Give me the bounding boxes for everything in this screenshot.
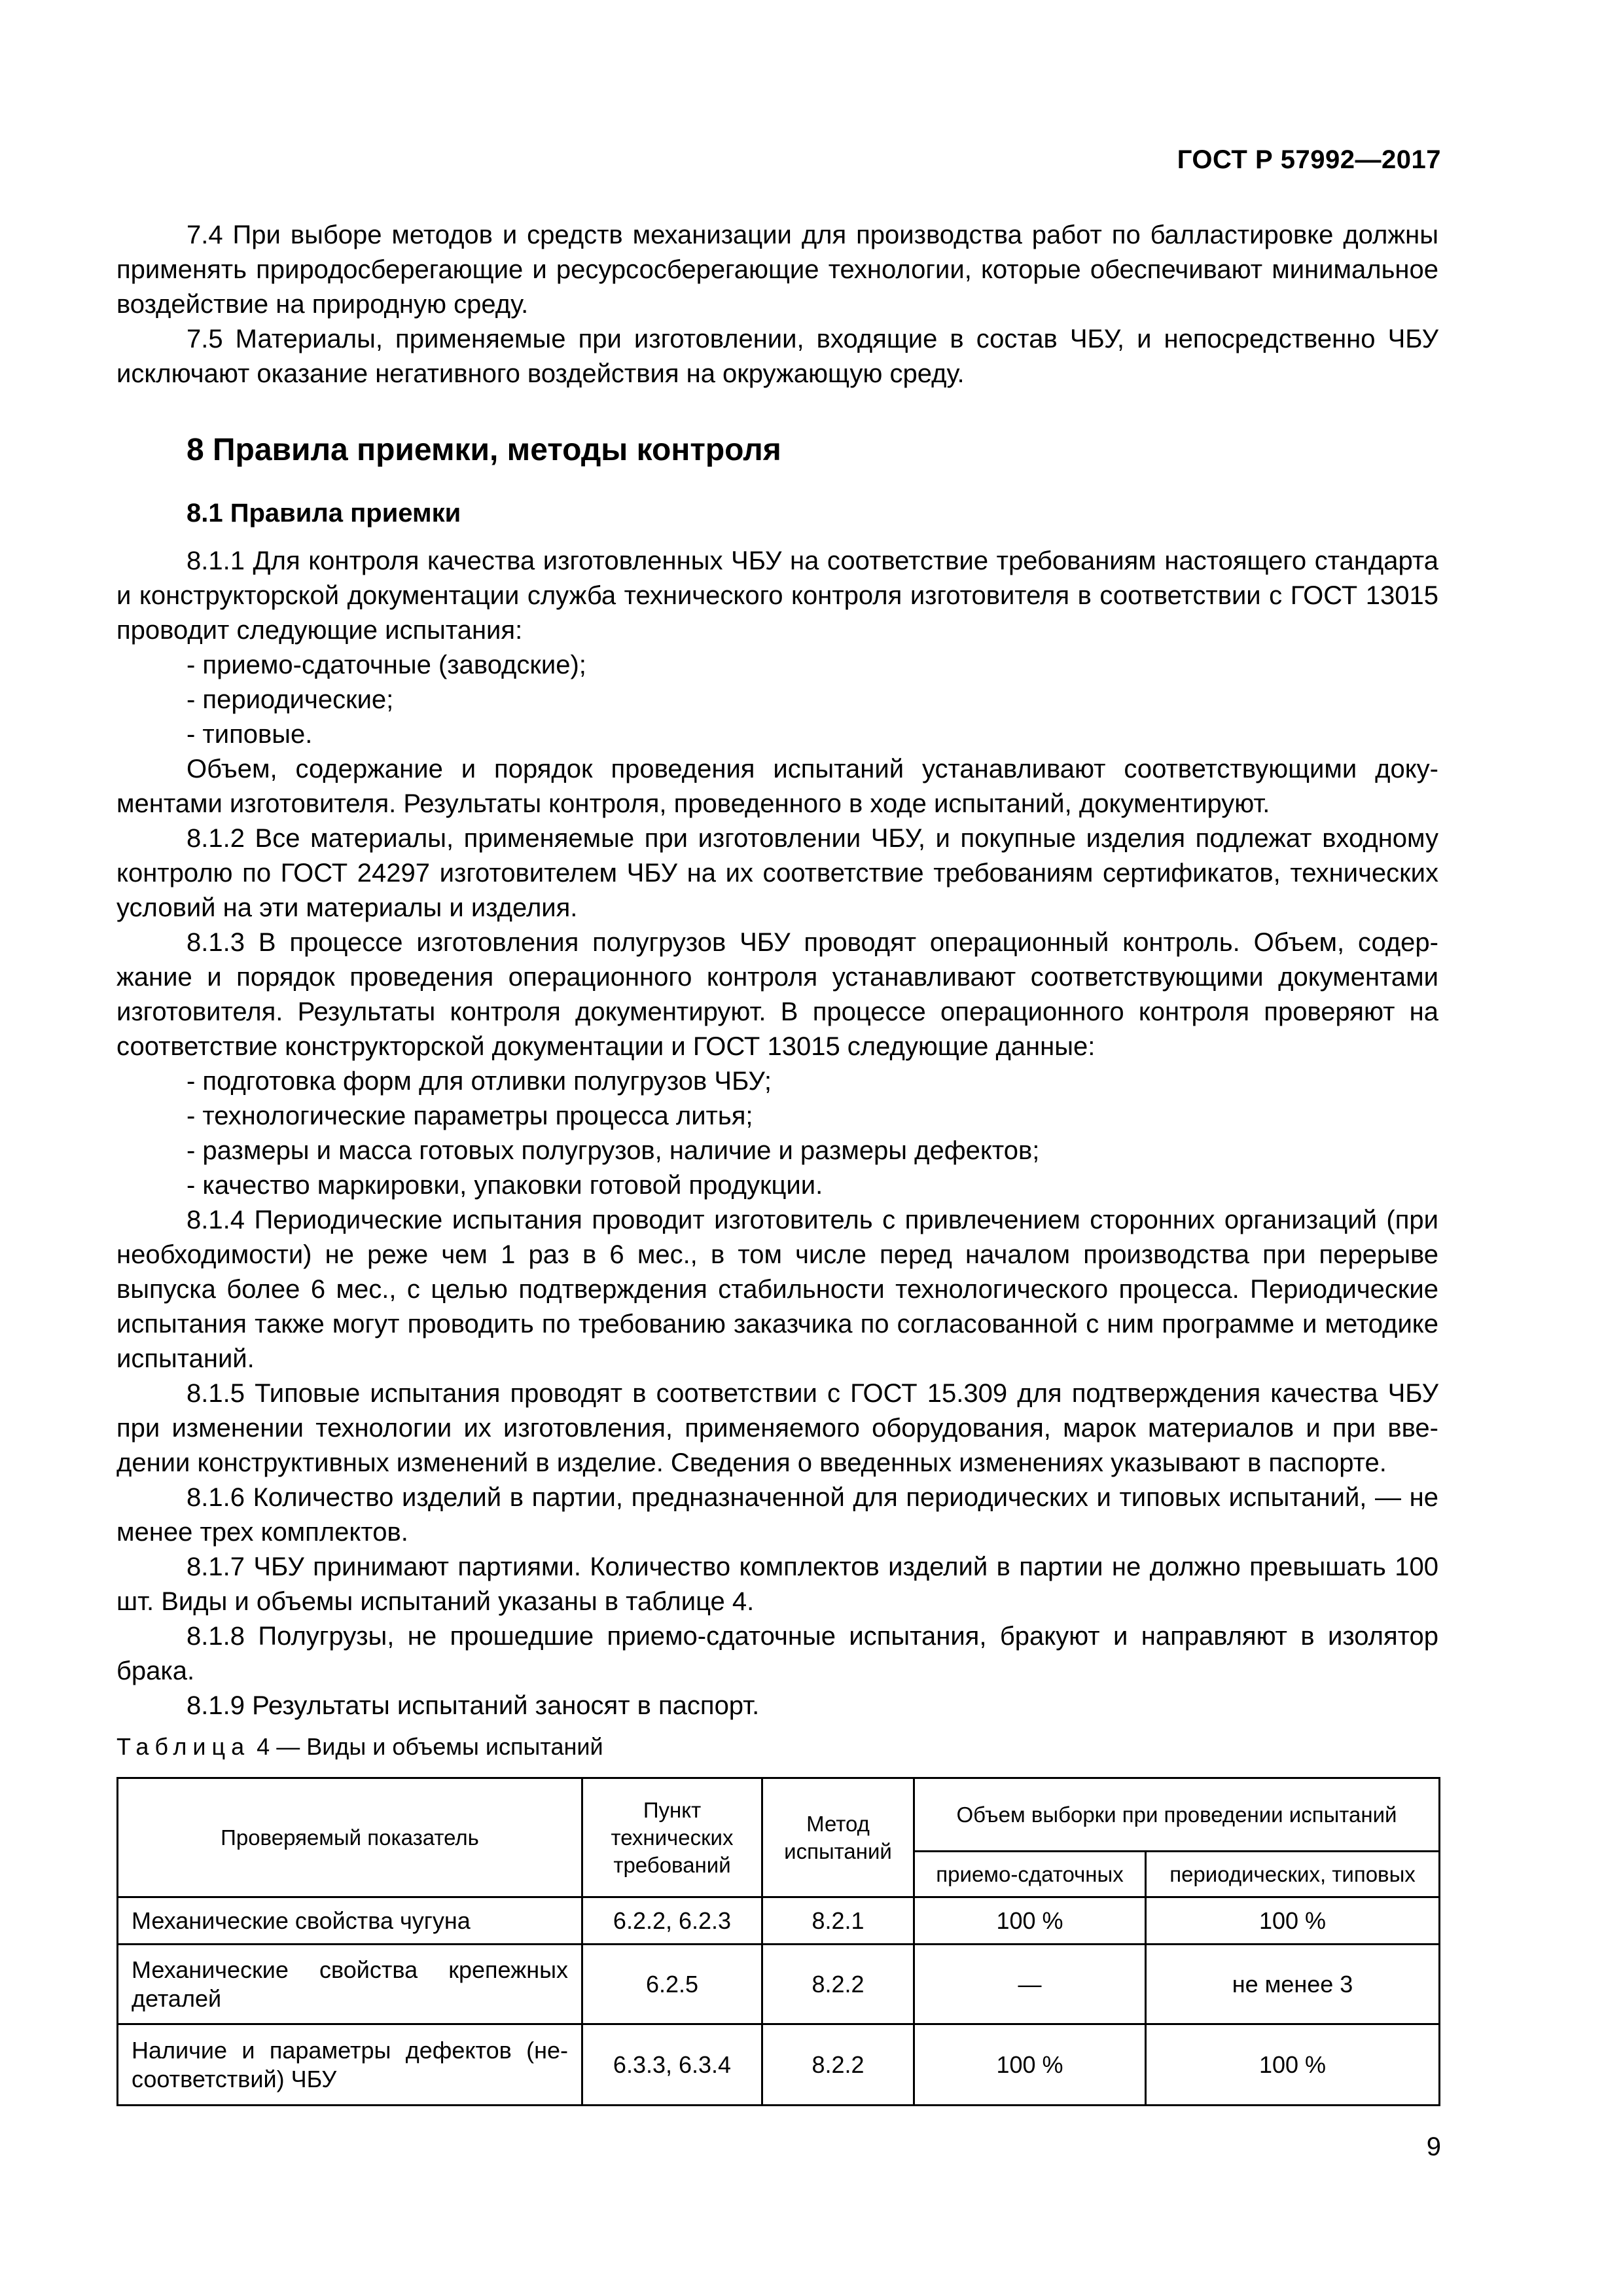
paragraph-8-1-8: 8.1.8 Полугрузы, не прошедшие приемо-сдаточные испытания, бракуют и направляют в изолятор брака. bbox=[116, 1622, 1438, 1685]
paragraph-8-1-2: 8.1.2 Все материалы, применяемые при изготовлении ЧБУ, и покупные изделия подлежат входному контролю по ГОСТ 24297 изготовителем ЧБУ на их соответствие требованиям сертификатов, технических условий на эти материалы и изделия. bbox=[116, 824, 1438, 922]
header-method: Метод испытаний bbox=[762, 1778, 914, 1897]
cell-periodic: 100 % bbox=[1146, 2024, 1440, 2106]
list-item: - технологические параметры процесса литья; bbox=[187, 1102, 753, 1130]
section-8-1-heading: 8.1 Правила приемки bbox=[187, 499, 461, 528]
section-8-heading: 8 Правила приемки, методы контроля bbox=[187, 433, 781, 467]
cell-clause: 6.2.5 bbox=[582, 1945, 762, 2024]
table-row bbox=[118, 1945, 1440, 2024]
table-caption bbox=[116, 1732, 1438, 1761]
paragraph-8-1-5: 8.1.5 Типовые испытания проводят в соответствии с ГОСТ 15.309 для подтверждения качества ЧБУ при изменении технологии их изготовления, применяемого оборудования, марок материалов и при введении конструктивных изменений в изделие. Сведения о введенных изменениях указывают в паспорте. bbox=[116, 1379, 1438, 1477]
list-item: - подготовка форм для отливки полугрузов ЧБУ; bbox=[187, 1067, 772, 1096]
list-item: - размеры и масса готовых полугрузов, наличие и размеры дефектов; bbox=[187, 1136, 1040, 1165]
cell-clause: 6.3.3, 6.3.4 bbox=[582, 2024, 762, 2106]
header-periodic: периодических, типовых bbox=[1146, 1852, 1440, 1897]
paragraph-7-5: 7.5 Материалы, применяемые при изготовлении, входящие в состав ЧБУ, и непосредственно ЧБУ исключают оказание негативного воздействия на окружающую среду. bbox=[116, 325, 1438, 388]
cell-indicator: Наличие и параметры дефектов (несоответствий) ЧБУ bbox=[118, 2024, 582, 2106]
header-sample-size: Объем выборки при проведении испытаний bbox=[914, 1778, 1440, 1852]
paragraph-8-1-3: 8.1.3 В процессе изготовления полугрузов ЧБУ проводят операционный контроль. Объем, содержание и порядок проведения операционного контроля устанавливают соответствующими документами изготовителя. Результаты контроля документируют. В процессе операционного контроля проверяют на соответствие конструкторской документации и ГОСТ 13015 следующие данные: bbox=[116, 928, 1438, 1061]
paragraph-8-1-7: 8.1.7 ЧБУ принимают партиями. Количество комплектов изделий в партии не должно превышать 100 шт. Виды и объемы испытаний указаны в таблице 4. bbox=[116, 1552, 1438, 1616]
paragraph-8-1-1: 8.1.1 Для контроля качества изготовленных ЧБУ на соответствие требованиям настоящего стандарта и конструкторской документации служба технического контроля изготовителя в соответствии с ГОСТ 13015 проводит следующие испытания: bbox=[116, 547, 1438, 645]
paragraph-8-1-1-continued: Объем, содержание и порядок проведения испытаний устанавливают соответствующими документами изготовителя. Результаты контроля, проведенного в ходе испытаний, документируют. bbox=[116, 755, 1438, 818]
cell-acceptance: 100 % bbox=[914, 1897, 1146, 1945]
list-item: - качество маркировки, упаковки готовой продукции. bbox=[187, 1171, 823, 1200]
table-caption-label: Таблица bbox=[116, 1733, 251, 1760]
cell-method: 8.2.2 bbox=[762, 2024, 914, 2106]
cell-method: 8.2.2 bbox=[762, 1945, 914, 2024]
tests-table bbox=[116, 1777, 1440, 2106]
list-item: - типовые. bbox=[187, 720, 313, 749]
list-item: - приемо-сдаточные (заводские); bbox=[187, 651, 586, 679]
cell-periodic: не менее 3 bbox=[1146, 1945, 1440, 2024]
document-id-header: ГОСТ Р 57992—2017 bbox=[1177, 145, 1441, 174]
table-row bbox=[118, 2024, 1440, 2106]
cell-method: 8.2.1 bbox=[762, 1897, 914, 1945]
paragraph-7-4: 7.4 При выборе методов и средств механизации для производства работ по балластировке должны применять природосберегающие и ресурсосберегающие технологии, которые обеспечивают минимальное воздействие на природную среду. bbox=[116, 221, 1438, 319]
table-row bbox=[118, 1897, 1440, 1945]
paragraph-8-1-6: 8.1.6 Количество изделий в партии, предназначенной для периодических и типовых испытаний, — не менее трех комплектов. bbox=[116, 1483, 1438, 1547]
page-number: 9 bbox=[1426, 2132, 1441, 2161]
cell-indicator: Механические свойства крепежных деталей bbox=[118, 1945, 582, 2024]
cell-acceptance: 100 % bbox=[914, 2024, 1146, 2106]
cell-acceptance: — bbox=[914, 1945, 1146, 2024]
paragraph-8-1-4: 8.1.4 Периодические испытания проводит изготовитель с привлечением сторонних организаций (при необходимости) не реже чем 1 раз в 6 мес., в том числе перед началом производства при перерыве выпуска более 6 мес., с целью подтверждения стабильности технологического процесса. Периодические испытания также могут проводить по требованию заказчика по согласованной с ним программе и методике испытаний. bbox=[116, 1206, 1438, 1373]
header-clause: Пункт технических требований bbox=[582, 1778, 762, 1897]
cell-clause: 6.2.2, 6.2.3 bbox=[582, 1897, 762, 1945]
paragraph-8-1-9: 8.1.9 Результаты испытаний заносят в паспорт. bbox=[187, 1691, 760, 1720]
cell-periodic: 100 % bbox=[1146, 1897, 1440, 1945]
table-caption-text: 4 — Виды и объемы испытаний bbox=[257, 1733, 603, 1760]
page-content bbox=[116, 218, 1438, 2106]
cell-indicator: Механические свойства чугуна bbox=[118, 1897, 582, 1945]
list-item: - периодические; bbox=[187, 685, 394, 714]
header-acceptance: приемо-сдаточных bbox=[914, 1852, 1146, 1897]
header-indicator: Проверяемый показатель bbox=[118, 1778, 582, 1897]
